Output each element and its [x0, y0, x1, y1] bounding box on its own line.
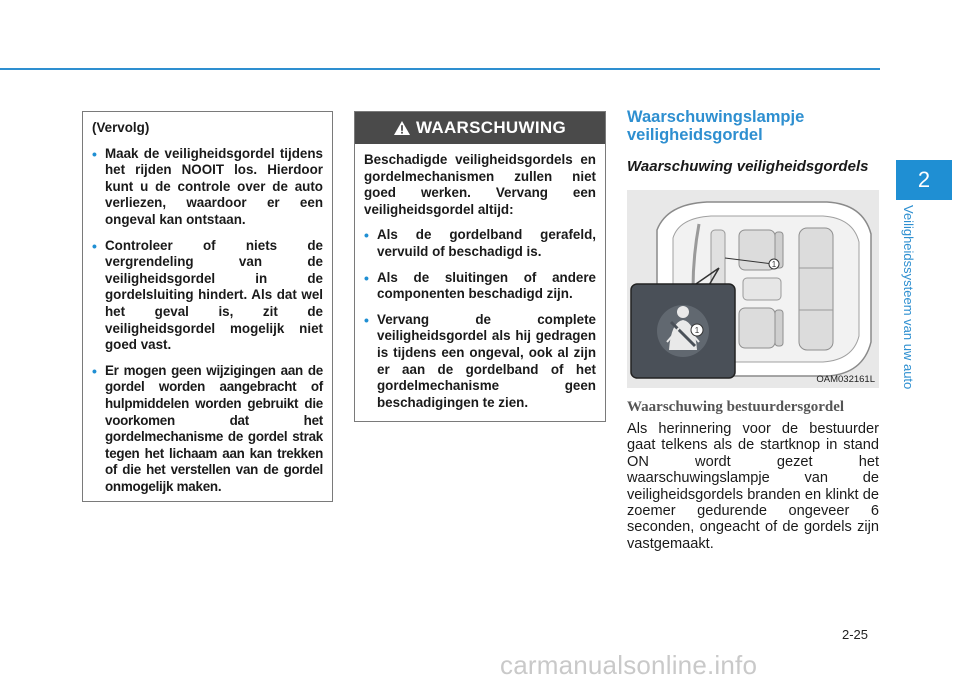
box2-bullet-list [364, 227, 596, 411]
list-item: • Als de gordelband gerafeld, vervuild of beschadigd is. [364, 227, 596, 259]
callout-number: 1 [771, 260, 777, 269]
warning-header [355, 112, 605, 144]
chapter-title: Veiligheidssysteem van uw auto [901, 205, 916, 390]
section-subtitle: Waarschuwing veiligheidsgordels [627, 158, 869, 175]
figure-code: OAM032161L [816, 374, 875, 385]
list-item: • Vervang de complete veiligheidsgordel als hij gedragen is tijdens een ongeval, ook al zijn er aan de gordelband of het gordelmechanisme geen beschadigingen te zien. [364, 311, 596, 410]
warning-intro: Beschadigde veiligheidsgordels en gordelmechanismen zullen niet goed werken. Vervang een veiligheidsgordel altijd: [364, 152, 596, 217]
chapter-number-tab: 2 [896, 160, 952, 200]
bullet-icon: • [92, 237, 97, 254]
list-item: • Controleer of niets de vergrendeling van de veiligheidsgordel in de gordelsluiting hindert. Als dat wel het geval is, zit de veiligheidsgordel mogelijk niet goed vast. [92, 237, 323, 353]
bullet-icon: • [364, 311, 369, 328]
seatbelt-warning-figure [627, 190, 879, 388]
indicator-section [627, 108, 879, 175]
bullet-icon: • [92, 145, 97, 162]
warning-heading: WAARSCHUWING [416, 118, 566, 137]
bullet-icon: • [364, 227, 369, 244]
list-item: • Als de sluitingen of andere componenten beschadigd zijn. [364, 269, 596, 302]
bullet-icon: • [364, 269, 369, 286]
car-top-view-illustration [627, 190, 879, 388]
bullet-icon: • [92, 362, 97, 379]
driver-warning-text: Als herinnering voor de bestuurder gaat telkens als de startknop in stand ON wordt gezet het waarschuwingslampje van de veiligheidsgordels branden en klinkt de zoemer gedurende ongeveer 6 seconden, ongeacht of de gordels zijn vastgemaakt. [627, 421, 879, 552]
warning-triangle-icon [394, 121, 410, 135]
chapter-side-title [900, 205, 930, 405]
continued-warning-box [82, 111, 333, 502]
page-number: 2-25 [842, 627, 869, 642]
watermark: carmanualsonline.info [500, 650, 758, 680]
driver-warning-subhead: Waarschuwing bestuurdersgordel [627, 399, 845, 415]
list-item: • Maak de veiligheidsgordel tijdens het rijden NOOIT los. Hierdoor kunt u de controle over de auto verliezen, waardoor er een ongeval kan ontstaan. [92, 145, 323, 227]
header-rule [0, 68, 880, 70]
callout-number: 1 [694, 326, 700, 335]
continued-label: (Vervolg) [92, 120, 150, 135]
box1-bullet-list [92, 146, 323, 496]
warning-box [354, 111, 606, 422]
list-item: • Er mogen geen wijzigingen aan de gordel worden aangebracht of hulpmiddelen worden gebruikt die voorkomen dat het gordelmechanisme de gordel strak tegen het lichaam aan kan trekken of die het verstellen van de gordel onmogelijk maken. [92, 362, 323, 494]
section-title: Waarschuwingslampje veiligheidsgordel [627, 108, 805, 144]
